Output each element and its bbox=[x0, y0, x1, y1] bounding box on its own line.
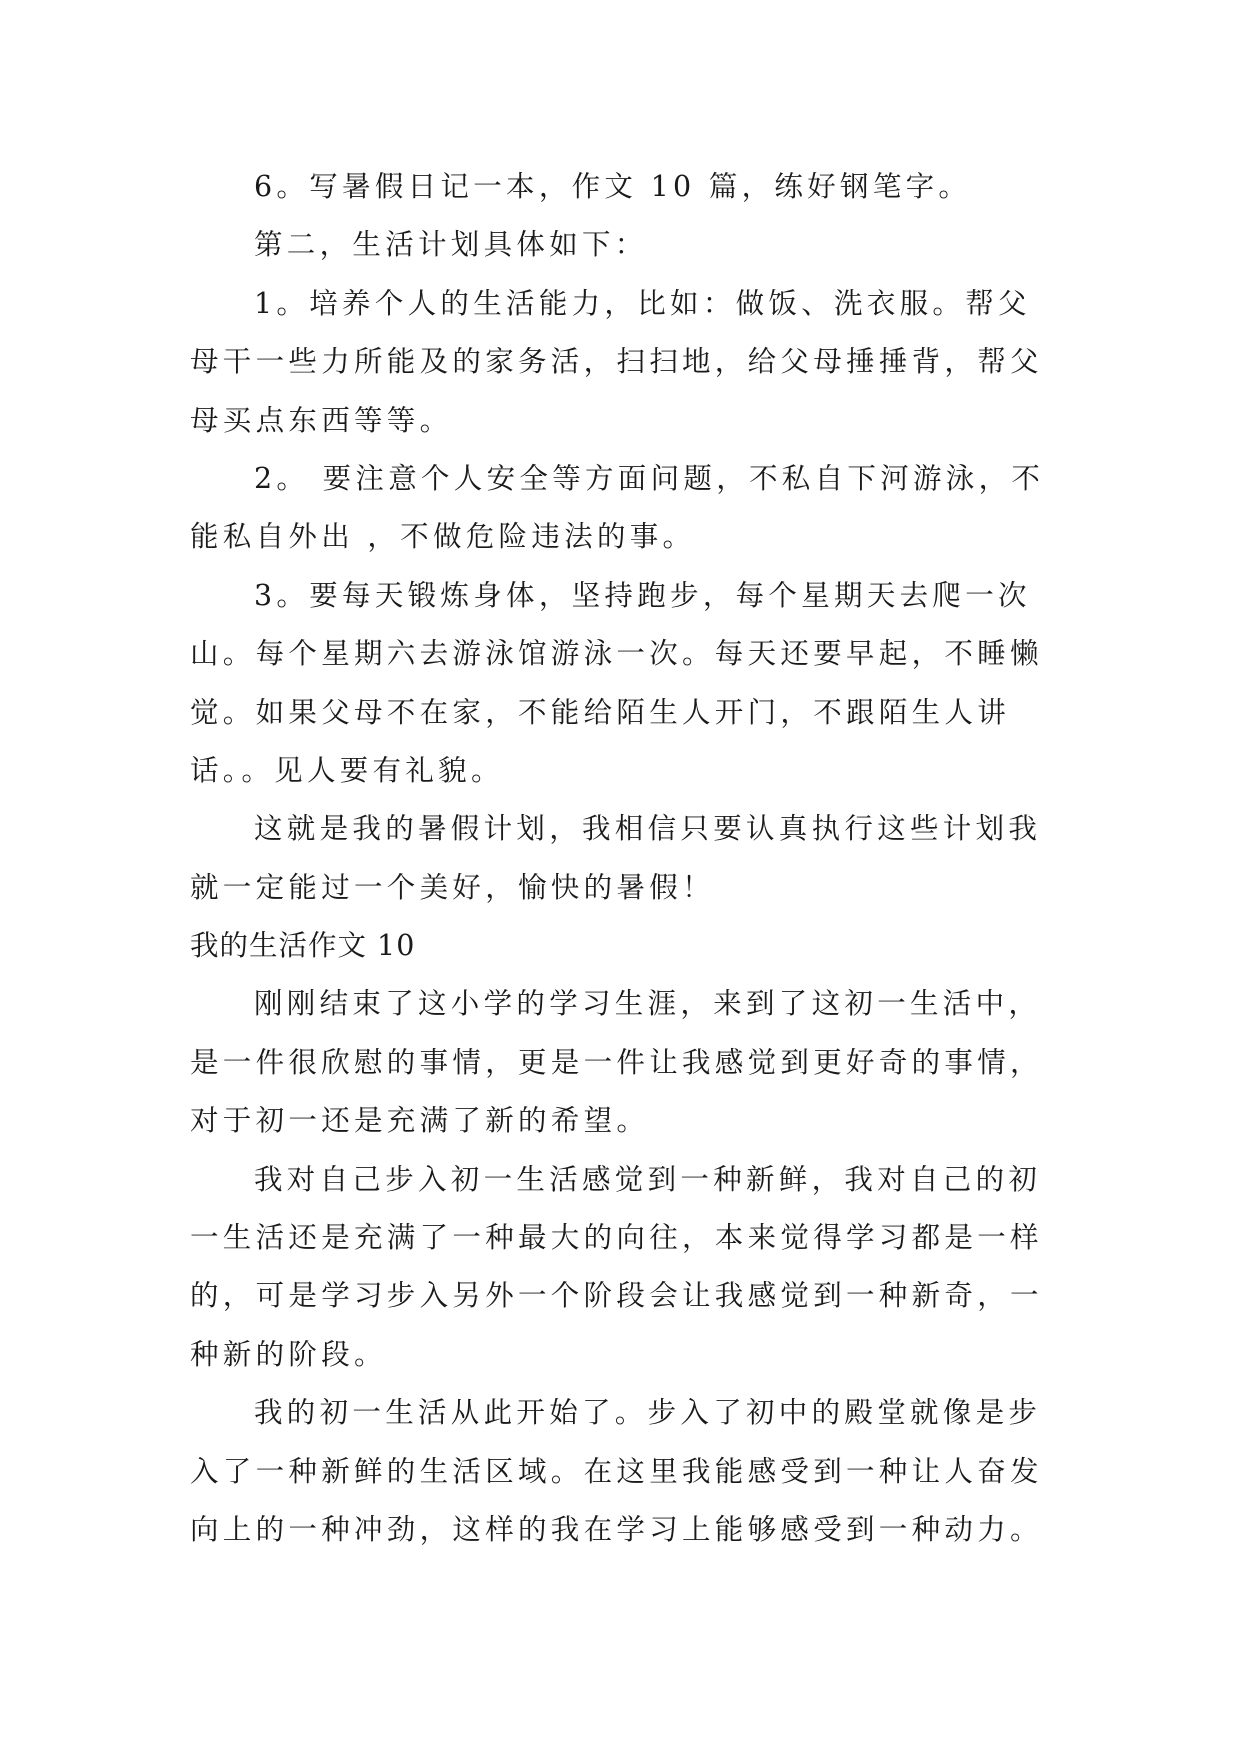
text-line: 3。要每天锻炼身体，坚持跑步，每个星期天去爬一次 bbox=[254, 578, 1031, 612]
text-line: 6。写暑假日记一本，作文 10 篇，练好钢笔字。 bbox=[254, 170, 972, 203]
text-line: 母买点东西等等。 bbox=[190, 403, 453, 437]
text-line: 入了一种新鲜的生活区域。在这里我能感受到一种让人奋发 bbox=[190, 1454, 1043, 1488]
text-line: 我对自己步入初一生活感觉到一种新鲜，我对自己的初 bbox=[254, 1162, 1042, 1196]
document-body bbox=[190, 158, 1070, 1559]
text-line: 向上的一种冲劲，这样的我在学习上能够感受到一种动力。 bbox=[190, 1512, 1043, 1546]
text-line: 这就是我的暑假计划，我相信只要认真执行这些计划我 bbox=[254, 812, 1042, 846]
text-line: 对于初一还是充满了新的希望。 bbox=[190, 1104, 650, 1138]
text-line: 的，可是学习步入另外一个阶段会让我感觉到一种新奇，一 bbox=[190, 1279, 1043, 1313]
text-line: 我的初一生活从此开始了。步入了初中的殿堂就像是步 bbox=[254, 1396, 1042, 1430]
text-line: 是一件很欣慰的事情，更是一件让我感觉到更好奇的事情， bbox=[190, 1045, 1043, 1079]
text-line: 话。。见人要有礼貌。 bbox=[190, 753, 504, 787]
text-line: 觉。如果父母不在家，不能给陌生人开门，不跟陌生人讲 bbox=[190, 695, 1011, 729]
text-line: 山。每个星期六去游泳馆游泳一次。每天还要早起，不睡懒 bbox=[190, 637, 1043, 671]
section-heading: 我的生活作文 10 bbox=[190, 929, 416, 963]
text-line: 种新的阶段。 bbox=[190, 1337, 387, 1371]
text-line: 母干一些力所能及的家务活，扫扫地，给父母捶捶背，帮父 bbox=[190, 345, 1043, 379]
text-line: 能私自外出 ，不做危险违法的事。 bbox=[190, 520, 696, 554]
text-line: 2。 要注意个人安全等方面问题，不私自下河游泳，不 bbox=[254, 461, 1045, 495]
text-line: 一生活还是充满了一种最大的向往，本来觉得学习都是一样 bbox=[190, 1221, 1043, 1255]
text-line: 就一定能过一个美好，愉快的暑假！ bbox=[190, 870, 715, 904]
text-line: 1。培养个人的生活能力，比如：做饭、洗衣服。帮父 bbox=[254, 286, 1031, 320]
text-line: 刚刚结束了这小学的学习生涯，来到了这初一生活中， bbox=[254, 987, 1042, 1021]
text-line: 第二，生活计划具体如下： bbox=[254, 228, 648, 262]
